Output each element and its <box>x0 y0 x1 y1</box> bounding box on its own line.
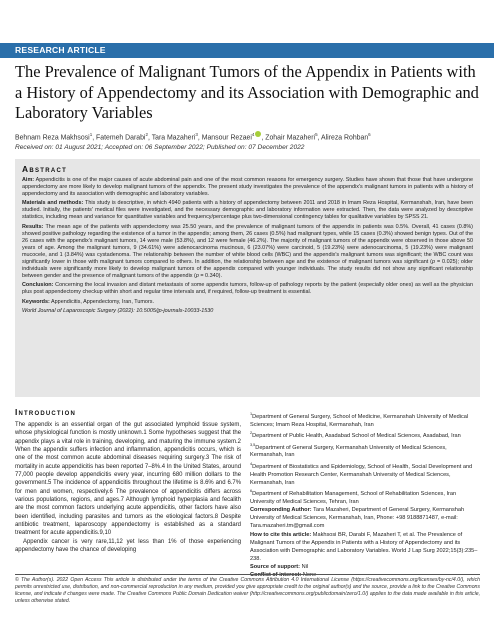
license-footer: © The Author(s). 2022 Open Access This article is distributed under the terms of the Creative Commons Attribution 4.0 International License (https://creativecommons.org/licenses/by-nc/4.0/), which permits unrestricted use, distribution, and non-commercial reproduction in any medium, provided you give appropriate credit to the original author(s) and the source, provide a link to the Creative Commons license, and indicate if changes were made. The Creative Commons Public Domain Dedication waiver (http://creativecommons.org/publicdomain/zero/1.0/) applies to the data made available in this article, unless otherwise stated. <box>15 577 480 604</box>
source-of-support: Source of support: Nil <box>250 564 309 570</box>
author-name[interactable]: Behnam Reza Makhsosi <box>15 134 90 142</box>
footer-divider <box>15 574 480 575</box>
abstract-aim: Aim: Appendicitis is one of the major causes of acute abdominal pain and one of the most common reasons for emergency surgery. Studies have shown that those that have undergone appendectomy are more likely to develop malignant tumors of the appendix. The present study investigates the prevalence of the appendix's malignant tumors in patients with a history of appendectomy and its association with demographic and laboratory variables. <box>22 177 473 198</box>
abstract-results: Results: The mean age of the patients with appendectomy was 25.50 years, and the prevalence of malignant tumors of the appendix in patients was 0.5%. Overall, 41 cases (0.8%) showed positive pathology regarding the existence of a tumor in the appendix; among them, 26 cases (0.5%) had malignant types, while 15 cases (0.3%) showed benign types. Out of the 26 cases with the appendix's malignant tumors, 14 were male (53.8%), and 12 were female (46.2%). The majority of malignant tumors of the appendix were observed in those above 50 years of age. Among the malignant tumors, 9 (34.61%) were adenocarcinoma mucinous, 6 (23.07%) were carcinoid, 5 (19.23%) were adenocarcinoma, 5 (19.23%) were malignant mucocele, and 1 (3.84%) was cystadenoma. The relationship between the number of white blood cells (WBC) and the appendix's malignant tumors was significant; the WBC count was significantly lower in those with malignant tumors compared to others. In addition, the relationship between age and the existence of malignant tumors was significant (p = 0.025); older individuals were significantly more likely to develop malignant tumors of the appendix compared with younger individuals. The study results did not show any significant relationship between gender and the presence of malignant tumors of the appendix (p = 0.340). <box>22 223 473 280</box>
author-name[interactable]: Fatemeh Darabi <box>96 134 146 142</box>
introduction-paragraph: The appendix is an essential organ of the gut associated lymphoid tissue system, whose physiological function is mostly unknown.1 Some hypotheses suggest that the appendix plays a vital role in training, developing, and maturing the immune system.2 When the appendix suffers infection and inflammation, appendicitis occurs, which is one of the most common acute abdominal diseases requiring surgery.3 The risk of mortality in acute appendicitis has been reported 7–8%.4 In the United States, around 77,000 people develop appendicitis every year, incurring 680 million dollars to the government.5 The incidence of appendicitis throughout the lifetime is 8.6% and 6.7% for men and women, respectively.6 The prevalence of appendicitis differs across various populations, regions, and ages.7 Although lymphoid hyperplasia and fecalith are the most common factors underlying acute appendicitis, other factors have also been identified, including parasites and tumors as the etiological factors.8 Despite antibiotic treatment, laparoscopy appendectomy is established as a standard treatment for acute appendicitis.9,10 <box>15 422 241 537</box>
author-name[interactable]: Alireza Rohban <box>321 134 369 142</box>
abstract-box <box>15 159 480 397</box>
introduction-paragraph: Appendix cancer is very rare,11,12 yet less than 1% of those experiencing appendectomy have the chance of developing <box>15 538 241 554</box>
affiliation: $^{3,5}$Department of General Surgery, Kermanshah University of Medical Sciences, Kermanshah, Iran <box>250 442 447 459</box>
affiliations-column <box>250 411 480 581</box>
author-name[interactable]: Tara Mazaheri <box>151 134 196 142</box>
abstract-conclusion: Conclusion: Concerning the local invasion and distant metastasis of some appendix tumors, follow-up of pathology reports by the patient (especially older ones) as well as the physician plus post appendectomy checkup within short and regular time intervals and, if required, follow-up treatment is essential. <box>22 282 473 296</box>
article-title: The Prevalence of Malignant Tumors of the Appendix in Patients with a History of Appendectomy and its Association with Demographic and Laboratory Variables <box>15 62 479 122</box>
affiliation: $^1$Department of General Surgery, School of Medicine, Kermanshah University of Medical Sciences; Imam Reza Hospital, Kermanshah, Iran <box>250 412 469 428</box>
how-to-cite: How to cite this article: Makhsosi BR, Darabi F, Mazaheri T, et al. The Prevalence of Malignant Tumors of the Appendix in Patients with a History of Appendectomy and its Association with Demographic and Laboratory Variables. World J Lap Surg 2022;15(3):235–238. <box>250 531 478 562</box>
abstract-keywords: Keywords: Appendicitis, Appendectomy, Iran, Tumors. <box>22 298 154 305</box>
conflict-of-interest: Conflict of interest: None <box>250 572 317 579</box>
introduction-column <box>15 407 241 555</box>
orcid-icon[interactable] <box>255 131 261 137</box>
introduction-heading: Introduction <box>15 407 77 417</box>
abstract-heading: Abstract <box>22 164 68 174</box>
affiliation: $^2$Department of Public Health, Asadabad School of Medical Sciences, Asadabad, Iran <box>250 431 461 440</box>
journal-citation: World Journal of Laparoscopic Surgery (2022): 10.5005/jp-journals-10033-1530 <box>22 307 214 314</box>
author-name[interactable]: Mansour Rezaei <box>201 134 252 142</box>
article-type-banner: RESEARCH ARTICLE <box>0 43 494 58</box>
publication-dates: Received on: 01 August 2021; Accepted on: 06 September 2022; Published on: 07 December 2022 <box>15 144 305 151</box>
abstract-methods: Materials and methods: This study is descriptive, in which 4940 patients with a history of appendectomy between 2011 and 2018 in Imam Reza Hospital, Kermanshah, Iran, have been studied. Initially, the patients' medical files were investigated, and the necessary demographic and laboratory information were extracted. Then, the data were analyzed by descriptive statistics, including mean and variance for quantitative variables and frequency/percentage plus two-dimensional contingency tables for qualitative variables by SPSS 21. <box>22 200 474 221</box>
author-name[interactable]: Zohair Mazaheri <box>265 134 316 142</box>
author-list: Behnam Reza Makhsosi$^1$, Fatemeh Darabi$^2$, Tara Mazaheri$^3$, Mansour Rezaei$^4$ , Zohair Mazaheri$^5$, Alireza Rohban$^6$ <box>15 132 371 142</box>
corresponding-author: Corresponding Author: Tara Mazaheri, Department of General Surgery, Kermanshah University of Medical Sciences, Kermanshah, Iran, Phone: +98 9188871487, e-mail: Tara.mazaheri.tm@gmail.com <box>250 507 465 530</box>
affiliation: $^6$Department of Rehabilitation Management, School of Rehabilitation Sciences, Iran University of Medical Sciences, Tehran, Iran <box>250 489 457 505</box>
affiliation: $^4$Department of Biostatistics and Epidemiology, School of Health, Social Development and Health Promotion Research Center, Kermanshah University of Medical Sciences, Kermanshah, Iran <box>250 461 473 486</box>
